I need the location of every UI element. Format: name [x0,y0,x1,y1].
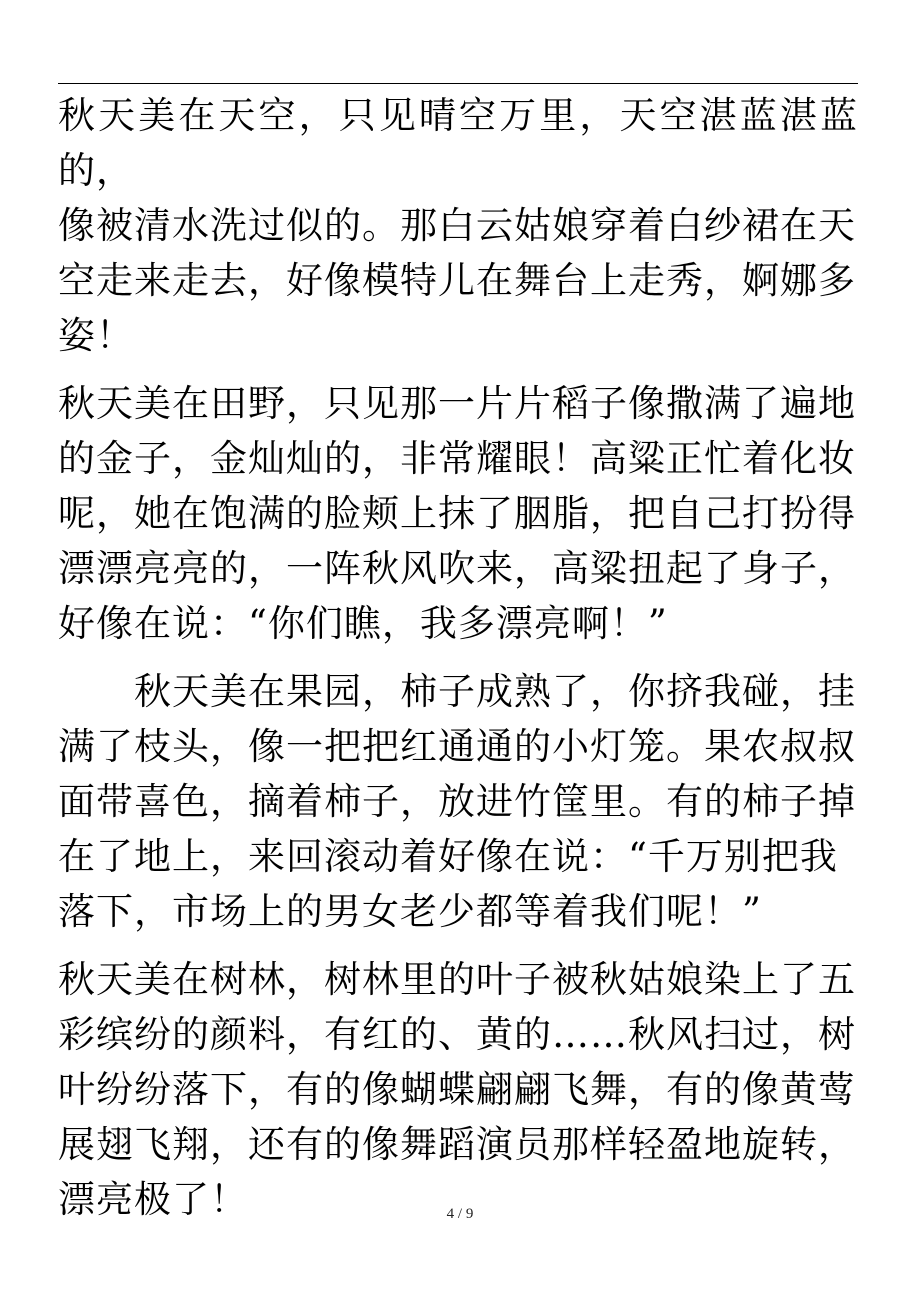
paragraph-forest [58,952,858,1227]
line: 空走来走去，好像模特儿在舞台上走秀，婀娜多 [58,259,856,302]
line: 面带喜色，摘着柿子，放进竹筐里。有的柿子掉 [58,780,856,823]
line: 漂亮极了！ [58,1178,248,1221]
line: 落下，市场上的男女老少都等着我们呢！” [58,890,762,933]
paragraph-field [58,376,858,651]
line: 满了枝头，像一把把红通通的小灯笼。果农叔叔 [58,725,856,768]
paragraph-sky [58,88,858,363]
line: 的金子，金灿灿的，非常耀眼！高粱正忙着化妆 [58,437,856,480]
line: 像被清水洗过似的。那白云姑娘穿着白纱裙在天 [58,204,856,247]
line: 秋天美在树林，树林里的叶子被秋姑娘染上了五 [58,958,856,1001]
header-rule [58,83,858,84]
line: 呢，她在饱满的脸颊上抹了胭脂，把自己打扮得 [58,492,856,535]
line: 展翅飞翔，还有的像舞蹈演员那样轻盈地旋转， [58,1123,856,1166]
line: 好像在说：“你们瞧，我多漂亮啊！” [58,602,668,645]
line: 在了地上，来回滚动着好像在说：“千万别把我 [58,835,838,878]
line: 漂漂亮亮的，一阵秋风吹来，高粱扭起了身子， [58,547,856,590]
line: 叶纷纷落下，有的像蝴蝶翩翩飞舞，有的像黄莺 [58,1068,856,1111]
document-body [58,88,858,1227]
line: 秋天美在天空，只见晴空万里，天空湛蓝湛蓝的， [58,94,858,192]
line: 秋天美在田野，只见那一片片稻子像撒满了遍地 [58,382,856,425]
line: 秋天美在果园，柿子成熟了，你挤我碰，挂 [134,670,856,713]
line: 彩缤纷的颜料，有红的、黄的……秋风扫过，树 [58,1013,856,1056]
page-number: 4 / 9 [446,1206,474,1222]
line: 姿！ [58,314,134,357]
paragraph-orchard [58,664,858,939]
